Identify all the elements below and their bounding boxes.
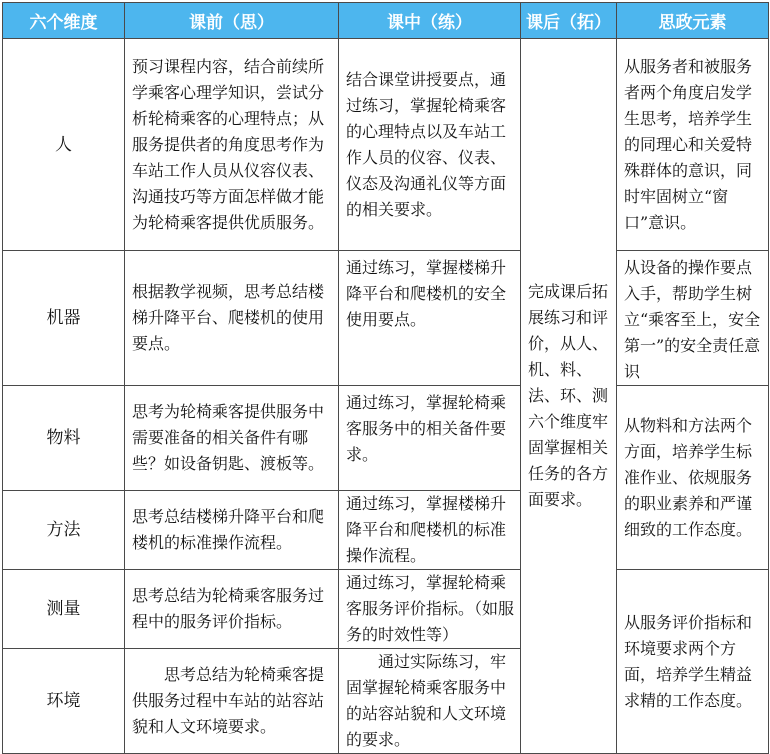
header-in-class: 课中（练） bbox=[339, 3, 521, 39]
in-class-cell: 通过练习，掌握轮椅乘客服务评价指标。（如服务的时效性等） bbox=[339, 570, 521, 649]
dimension-cell: 方法 bbox=[3, 491, 125, 570]
header-dimension: 六个维度 bbox=[3, 3, 125, 39]
dimension-cell: 环境 bbox=[3, 649, 125, 754]
course-design-table bbox=[2, 2, 769, 754]
before-class-cell: 思考总结楼梯升降平台和爬楼机的标准操作流程。 bbox=[125, 491, 339, 570]
before-class-cell: 预习课程内容，结合前续所学乘客心理学知识，尝试分析轮椅乘客的心理特点；从服务提供者的角度思考作为车站工作人员从仪容仪表、沟通技巧等方面怎样做才能为轮椅乘客提供优质服务。 bbox=[125, 39, 339, 251]
in-class-text: 通过实际练习，牢固掌握轮椅乘客服务中的站容站貌和人文环境的要求。 bbox=[346, 652, 507, 749]
ideology-cell: 从服务者和被服务者两个角度启发学生思考，培养学生的同理心和关爱特殊群体的意识，同时牢固树立“窗口”意识。 bbox=[617, 39, 769, 251]
header-ideology: 思政元素 bbox=[617, 3, 769, 39]
header-before-class: 课前（思） bbox=[125, 3, 339, 39]
dimension-cell: 测量 bbox=[3, 570, 125, 649]
table-row bbox=[3, 39, 769, 251]
table-row bbox=[3, 570, 769, 649]
after-class-cell: 完成课后拓展练习和评价，从人、机、料、法、环、测六个维度牢固掌握相关任务的各方面要求。 bbox=[521, 39, 617, 754]
before-class-cell: 思考为轮椅乘客提供服务中需要准备的相关备件有哪些？如设备钥匙、渡板等。 bbox=[125, 386, 339, 491]
before-class-text: 思考总结为轮椅乘客提供服务过程中车站的站容站貌和人文环境要求。 bbox=[132, 665, 325, 736]
in-class-cell: 通过练习，掌握楼梯升降平台和爬楼机的安全使用要点。 bbox=[339, 251, 521, 386]
before-class-cell: 根据教学视频，思考总结楼梯升降平台、爬楼机的使用要点。 bbox=[125, 251, 339, 386]
dimension-cell: 物料 bbox=[3, 386, 125, 491]
table-row bbox=[3, 386, 769, 491]
before-class-cell bbox=[125, 649, 339, 754]
in-class-cell bbox=[339, 649, 521, 754]
dimension-cell: 人 bbox=[3, 39, 125, 251]
ideology-cell: 从物料和方法两个方面，培养学生标准作业、依规服务的职业素养和严谨细致的工作态度。 bbox=[617, 386, 769, 570]
header-after-class: 课后（拓） bbox=[521, 3, 617, 39]
before-class-cell: 思考总结为轮椅乘客服务过程中的服务评价指标。 bbox=[125, 570, 339, 649]
ideology-cell: 从设备的操作要点入手，帮助学生树立“乘客至上，安全第一”的安全责任意识 bbox=[617, 251, 769, 386]
in-class-cell: 结合课堂讲授要点，通过练习，掌握轮椅乘客的心理特点以及车站工作人员的仪容、仪表、仪态及沟通礼仪等方面的相关要求。 bbox=[339, 39, 521, 251]
table-row bbox=[3, 251, 769, 386]
header-row bbox=[3, 3, 769, 39]
in-class-cell: 通过练习，掌握轮椅乘客服务中的相关备件要求。 bbox=[339, 386, 521, 491]
in-class-cell: 通过练习，掌握楼梯升降平台和爬楼机的标准操作流程。 bbox=[339, 491, 521, 570]
dimension-cell: 机器 bbox=[3, 251, 125, 386]
ideology-cell: 从服务评价指标和环境要求两个方面，培养学生精益求精的工作态度。 bbox=[617, 570, 769, 754]
